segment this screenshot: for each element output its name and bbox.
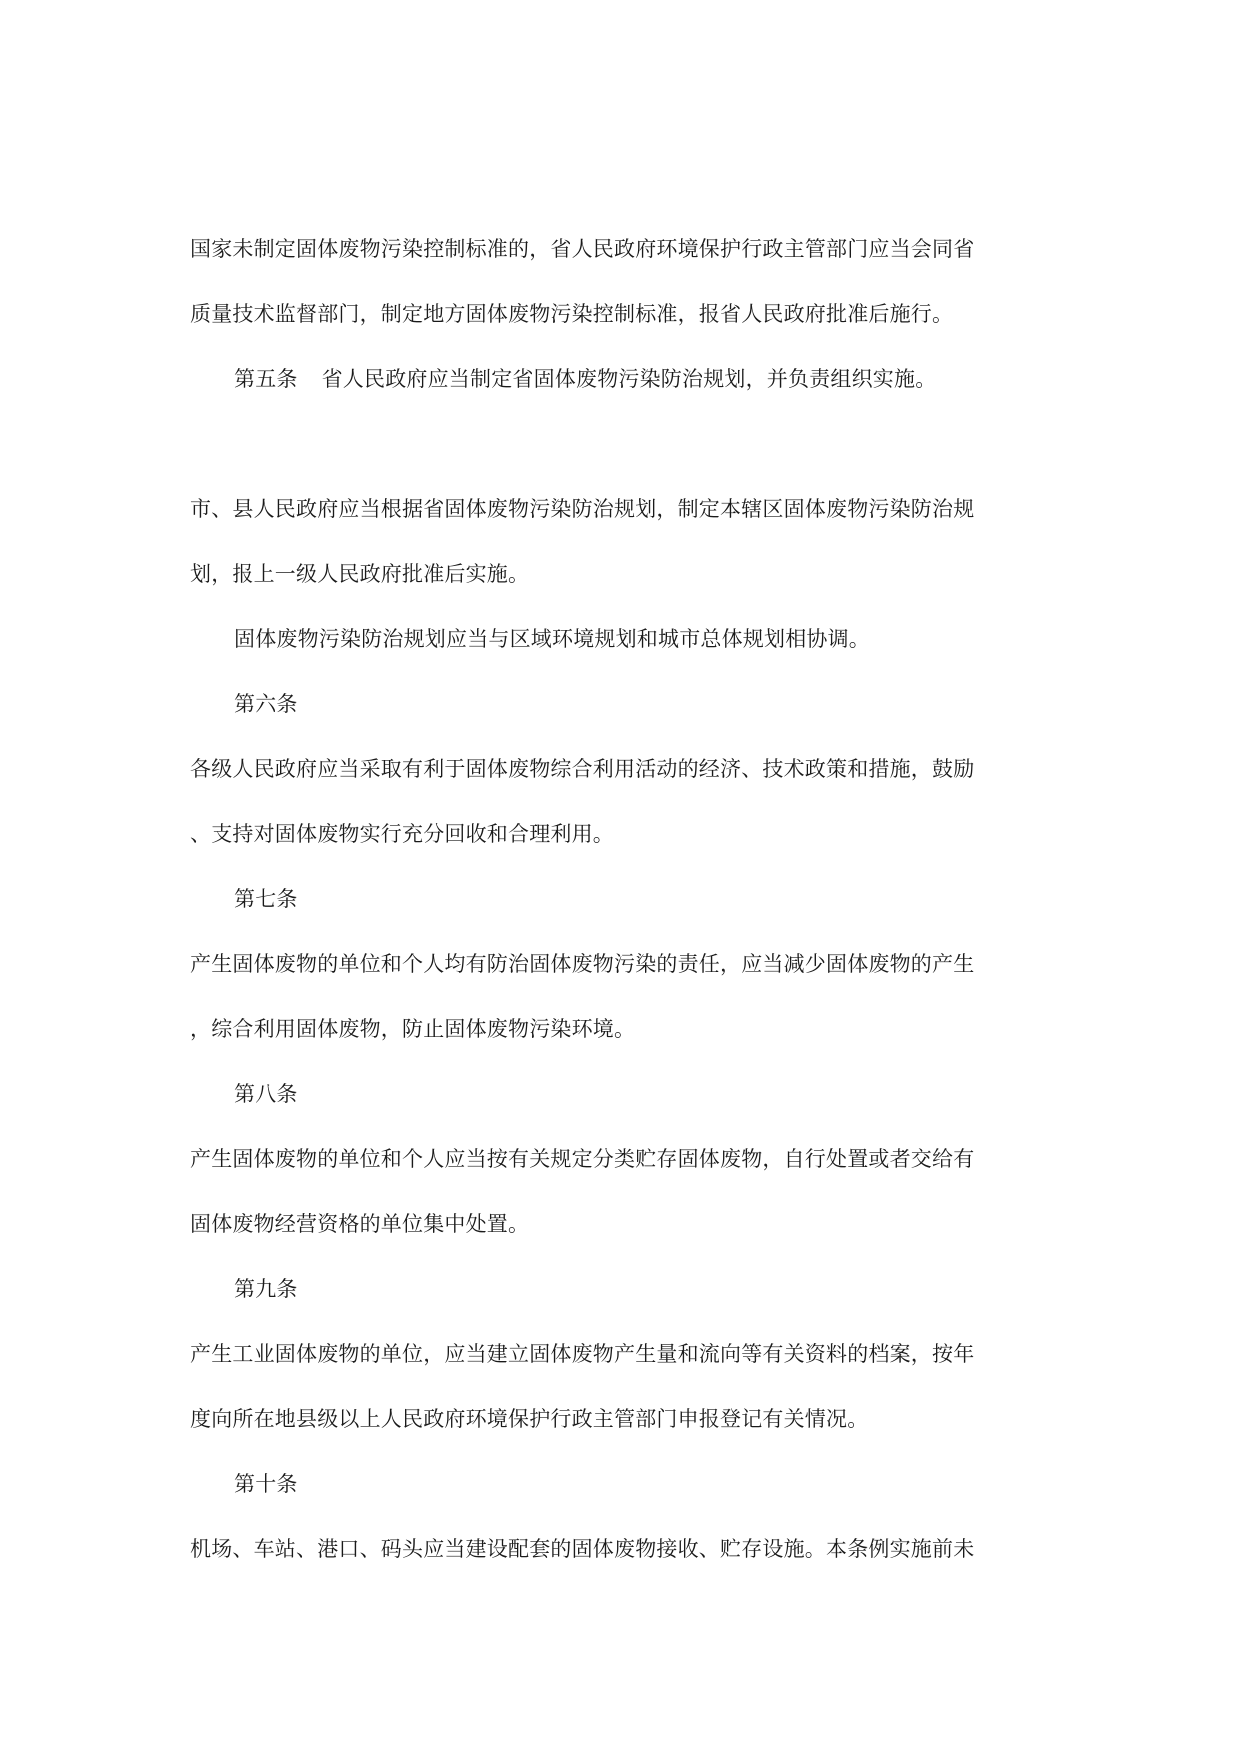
text-line: ，综合利用固体废物，防止固体废物污染环境。 (190, 1017, 636, 1041)
text-line: 省人民政府应当制定省固体废物污染防治规划，并负责组织实施。 (321, 367, 937, 391)
text-line: 划，报上一级人民政府批准后实施。 (190, 562, 530, 586)
text-line: 国家未制定固体废物污染控制标准的，省人民政府环境保护行政主管部门应当会同省 (190, 237, 975, 261)
text-line: 产生固体废物的单位和个人均有防治固体废物污染的责任，应当减少固体废物的产生 (190, 952, 975, 976)
article-heading: 第七条 (234, 887, 298, 911)
text-line: 市、县人民政府应当根据省固体废物污染防治规划，制定本辖区固体废物污染防治规 (190, 497, 975, 521)
text-line: 、支持对固体废物实行充分回收和合理利用。 (190, 822, 614, 846)
article-heading: 第九条 (234, 1277, 298, 1301)
text-line: 产生工业固体废物的单位，应当建立固体废物产生量和流向等有关资料的档案，按年 (190, 1342, 975, 1366)
article-heading: 第十条 (234, 1472, 298, 1496)
article-heading: 第八条 (234, 1082, 298, 1106)
article-heading-line (234, 366, 936, 392)
text-line: 度向所在地县级以上人民政府环境保护行政主管部门申报登记有关情况。 (190, 1407, 869, 1431)
text-line: 产生固体废物的单位和个人应当按有关规定分类贮存固体废物，自行处置或者交给有 (190, 1147, 975, 1171)
article-heading: 第六条 (234, 692, 298, 716)
text-line: 各级人民政府应当采取有利于固体废物综合利用活动的经济、技术政策和措施，鼓励 (190, 757, 975, 781)
text-line: 固体废物污染防治规划应当与区域环境规划和城市总体规划相协调。 (234, 627, 870, 651)
article-heading: 第五条 (234, 367, 298, 391)
text-line: 固体废物经营资格的单位集中处置。 (190, 1212, 530, 1236)
text-line: 机场、车站、港口、码头应当建设配套的固体废物接收、贮存设施。本条例实施前未 (190, 1537, 975, 1561)
text-line: 质量技术监督部门，制定地方固体废物污染控制标准，报省人民政府批准后施行。 (190, 302, 954, 326)
